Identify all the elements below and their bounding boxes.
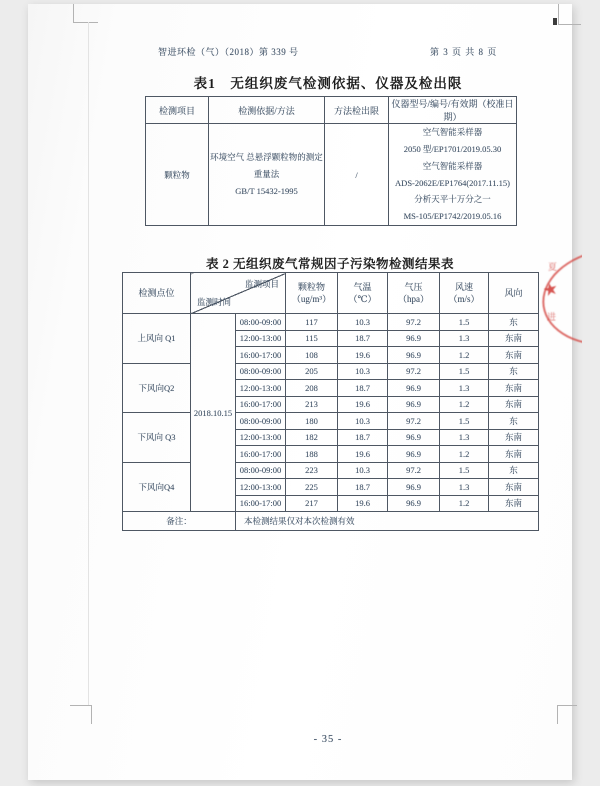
- value-cell: 19.6: [338, 446, 388, 463]
- value-cell: 1.2: [440, 396, 489, 413]
- value-cell: 108: [286, 347, 338, 364]
- value-cell: 东南: [489, 446, 539, 463]
- value-cell: 东南: [489, 347, 539, 364]
- remark-label: 备注：: [123, 512, 236, 531]
- value-cell: 18.7: [338, 330, 388, 347]
- value-cell: 1.5: [440, 462, 489, 479]
- value-cell: 1.5: [440, 314, 489, 331]
- time-cell: 16:00-17:00: [236, 495, 286, 512]
- table1-data-row: [146, 124, 517, 226]
- column-name: 颗粒物: [297, 282, 325, 292]
- column-name: 气温: [353, 282, 372, 292]
- point-cell: 下风向Q4: [123, 462, 191, 512]
- page-indicator: 第 3 页 共 8 页: [430, 47, 498, 57]
- column-unit: （ug/m³）: [291, 294, 332, 304]
- value-cell: 225: [286, 479, 338, 496]
- value-cell: 10.3: [338, 314, 388, 331]
- red-seal-stamp: [534, 247, 582, 345]
- value-cell: 18.7: [338, 479, 388, 496]
- value-cell: 1.3: [440, 380, 489, 397]
- value-cell: 1.3: [440, 429, 489, 446]
- table1-header-instrument: 仪器型号/编号/有效期（校准日期）: [389, 97, 517, 124]
- instrument-line: 2050 型/EP1701/2019.05.30: [403, 143, 502, 154]
- value-cell: 东南: [489, 330, 539, 347]
- column-unit: （hpa）: [398, 294, 429, 304]
- value-cell: 10.3: [338, 413, 388, 430]
- table-row: [123, 462, 539, 479]
- value-cell: 19.6: [338, 347, 388, 364]
- time-cell: 12:00-13:00: [236, 429, 286, 446]
- table2-header-particulate: [286, 273, 338, 314]
- instrument-line: 空气智能采样器: [422, 160, 483, 171]
- time-cell: 08:00-09:00: [236, 363, 286, 380]
- value-cell: 213: [286, 396, 338, 413]
- remark-text: 本检测结果仅对本次检测有效: [236, 512, 539, 531]
- date-cell: 2018.10.15: [191, 314, 236, 512]
- value-cell: 97.2: [388, 314, 440, 331]
- value-cell: 205: [286, 363, 338, 380]
- time-cell: 12:00-13:00: [236, 479, 286, 496]
- table2-results: [122, 272, 539, 531]
- table2-header-temperature: [338, 273, 388, 314]
- value-cell: 1.2: [440, 495, 489, 512]
- value-cell: 1.5: [440, 413, 489, 430]
- value-cell: 18.7: [338, 429, 388, 446]
- value-cell: 19.6: [338, 396, 388, 413]
- column-unit: （m/s）: [448, 294, 480, 304]
- time-cell: 16:00-17:00: [236, 347, 286, 364]
- diagonal-label-project: 监测项目: [244, 279, 279, 289]
- crop-mark-bottom-right: [557, 705, 577, 724]
- time-cell: 12:00-13:00: [236, 330, 286, 347]
- point-cell: 上风向 Q1: [123, 314, 191, 364]
- value-cell: 19.6: [338, 495, 388, 512]
- value-cell: 18.7: [338, 380, 388, 397]
- footer-page-number: - 35 -: [313, 734, 343, 745]
- table1-header-row: [146, 97, 517, 124]
- table1-cell-item: 颗粒物: [146, 124, 209, 226]
- value-cell: 188: [286, 446, 338, 463]
- value-cell: 96.9: [388, 479, 440, 496]
- value-cell: 1.3: [440, 330, 489, 347]
- value-cell: 96.9: [388, 380, 440, 397]
- crop-mark-top-left: [73, 4, 98, 23]
- table2-header-windspeed: [440, 273, 489, 314]
- column-name: 风向: [504, 288, 523, 298]
- value-cell: 96.9: [388, 446, 440, 463]
- value-cell: 217: [286, 495, 338, 512]
- time-cell: 08:00-09:00: [236, 413, 286, 430]
- value-cell: 208: [286, 380, 338, 397]
- time-cell: 16:00-17:00: [236, 396, 286, 413]
- value-cell: 96.9: [388, 429, 440, 446]
- value-cell: 97.2: [388, 413, 440, 430]
- table-row: [123, 413, 539, 430]
- crop-mark-bottom-left: [70, 705, 92, 724]
- time-cell: 16:00-17:00: [236, 446, 286, 463]
- method-line: GB/T 15432-1995: [235, 185, 298, 196]
- value-cell: 96.9: [388, 396, 440, 413]
- value-cell: 东南: [489, 495, 539, 512]
- instrument-line: MS-105/EP1742/2019.05.16: [403, 211, 502, 222]
- diagonal-label-time: 监测时间: [197, 297, 232, 307]
- value-cell: 96.9: [388, 347, 440, 364]
- table1-header-method: 检测依据/方法: [209, 97, 325, 124]
- table2-title: 表 2 无组织废气常规因子污染物检测结果表: [205, 257, 454, 271]
- value-cell: 东南: [489, 396, 539, 413]
- time-cell: 08:00-09:00: [236, 462, 286, 479]
- value-cell: 东: [489, 462, 539, 479]
- registration-mark: [553, 18, 557, 25]
- table1-header-item: 检测项目: [146, 97, 209, 124]
- point-cell: 下风向Q2: [123, 363, 191, 413]
- seal-star-icon: ★: [540, 278, 561, 301]
- value-cell: 10.3: [338, 363, 388, 380]
- instrument-line: 空气智能采样器: [422, 127, 483, 138]
- table1-cell-instrument: [389, 124, 517, 226]
- value-cell: 东南: [489, 380, 539, 397]
- value-cell: 东: [489, 363, 539, 380]
- table2-header-point: 检测点位: [123, 273, 191, 314]
- table1-detection-basis: [145, 96, 517, 226]
- value-cell: 182: [286, 429, 338, 446]
- value-cell: 223: [286, 462, 338, 479]
- table-row: [123, 314, 539, 331]
- document-number: 智进环检（气）（2018）第 339 号: [158, 47, 299, 57]
- value-cell: 1.3: [440, 479, 489, 496]
- value-cell: 1.5: [440, 363, 489, 380]
- table2-header-winddirection: [489, 273, 539, 314]
- scanned-report-page: [28, 4, 572, 780]
- column-name: 风速: [454, 282, 473, 292]
- value-cell: 1.2: [440, 347, 489, 364]
- value-cell: 96.9: [388, 330, 440, 347]
- instrument-line: 分析天平十万分之一: [414, 194, 491, 205]
- value-cell: 东: [489, 314, 539, 331]
- method-line: 环境空气 总悬浮颗粒物的测定: [210, 152, 323, 163]
- table2-header-pressure: [388, 273, 440, 314]
- instrument-line: ADS-2062E/EP1764(2017.11.15): [395, 177, 510, 188]
- value-cell: 东南: [489, 429, 539, 446]
- value-cell: 东: [489, 413, 539, 430]
- value-cell: 180: [286, 413, 338, 430]
- value-cell: 97.2: [388, 462, 440, 479]
- time-cell: 12:00-13:00: [236, 380, 286, 397]
- table2-header-row: [123, 273, 539, 314]
- value-cell: 10.3: [338, 462, 388, 479]
- table2-diagonal-header: [191, 273, 286, 314]
- column-name: 气压: [404, 282, 423, 292]
- value-cell: 96.9: [388, 495, 440, 512]
- seal-ring-arc: [536, 247, 582, 345]
- seal-character-bottom: 进: [547, 312, 557, 322]
- table1-header-limit: 方法检出限: [325, 97, 389, 124]
- table-row: [123, 363, 539, 380]
- table1-title: 表1 无组织废气检测依据、仪器及检出限: [193, 76, 463, 91]
- point-cell: 下风向 Q3: [123, 413, 191, 463]
- method-line: 重量法: [253, 169, 280, 180]
- crop-mark-top-right: [558, 4, 581, 25]
- remark-row: [123, 512, 539, 531]
- seal-character-top: 夏: [548, 262, 558, 272]
- table1-cell-method: [209, 124, 325, 226]
- value-cell: 115: [286, 330, 338, 347]
- value-cell: 1.2: [440, 446, 489, 463]
- scan-fold-line: [88, 22, 89, 705]
- value-cell: 97.2: [388, 363, 440, 380]
- table1-cell-limit: /: [325, 124, 389, 226]
- time-cell: 08:00-09:00: [236, 314, 286, 331]
- value-cell: 东南: [489, 479, 539, 496]
- value-cell: 117: [286, 314, 338, 331]
- column-unit: （℃）: [348, 294, 377, 304]
